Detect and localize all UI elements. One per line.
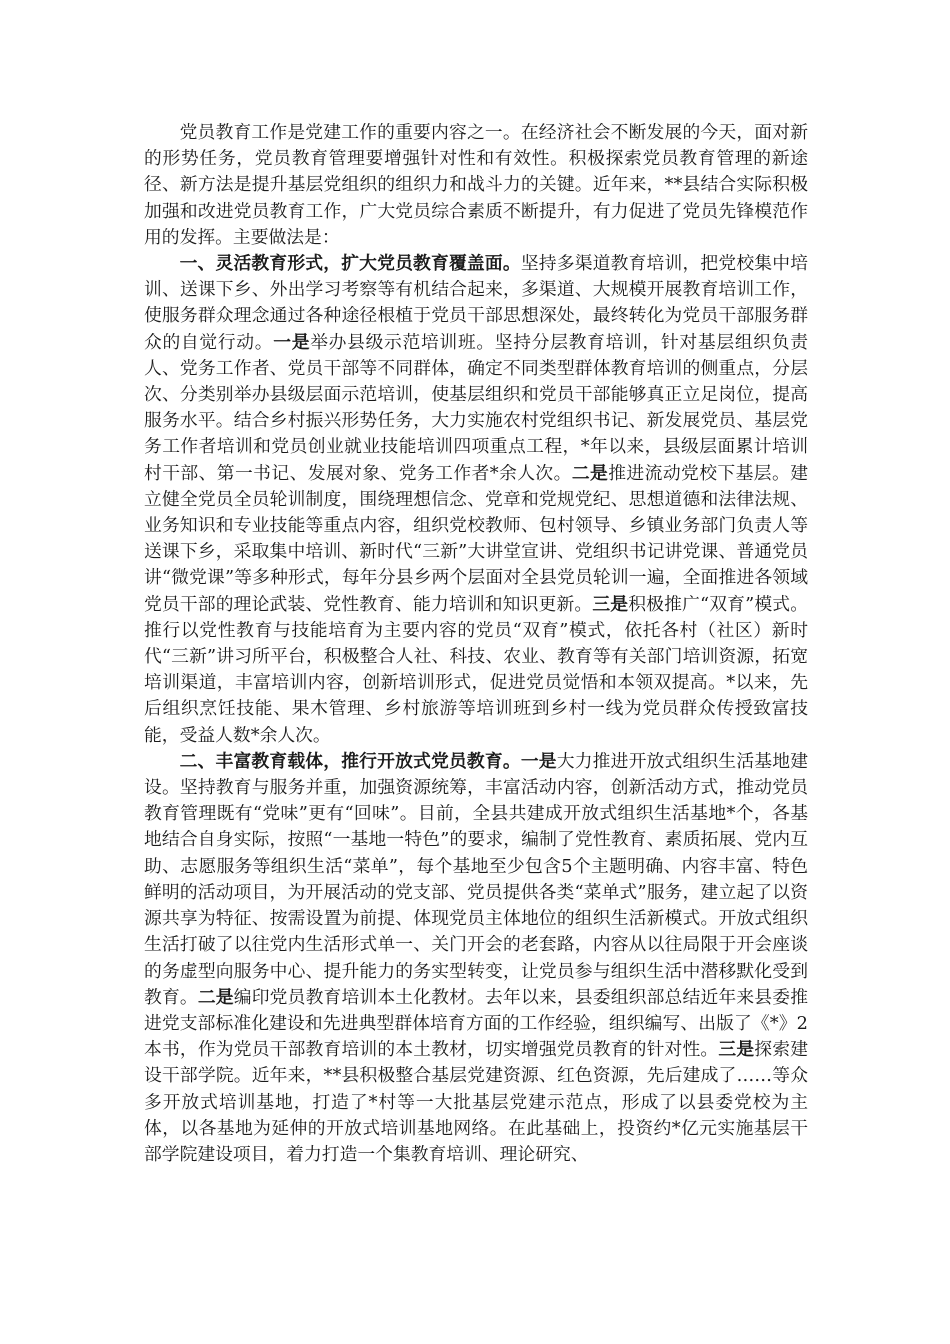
section-1-label-3: 三是 <box>592 593 629 615</box>
section-1-label-1: 一是 <box>273 331 311 353</box>
section-1-text: 坚持多渠道教育培训，把党校集中培训、送课下乡、外出学习考察等有机结合起来，多渠道、大规模开展教育培训工作，使服务群众理念通过各种途径根植于党员干部思想深处，最终转化为党员干部服务群众的自觉行动。 <box>144 253 808 353</box>
section-1-heading: 一、灵活教育形式，扩大党员教育覆盖面。 <box>179 253 521 275</box>
section-2-label-1: 一是 <box>520 750 557 772</box>
section-2-heading: 二、丰富教育载体，推行开放式党员教育。 <box>179 750 521 772</box>
section-1-paragraph <box>144 251 808 749</box>
section-1-label-2: 二是 <box>571 462 609 484</box>
section-1-point-1: 举办县级示范培训班。坚持分层教育培训，针对基层组织负责人、党务工作者、党员干部等不同群体，确定不同类型群体教育培训的侧重点，分层次、分类别举办县级层面示范培训，使基层组织和党员干部能够真正立足岗位，提高服务水平。结合乡村振兴形势任务，大力实施农村党组织书记、新发展党员、基层党务工作者培训和党员创业就业技能培训四项重点工程，*年以来，县级层面累计培训村干部、第一书记、发展对象、党务工作者*余人次。 <box>144 331 808 484</box>
section-2-label-2: 二是 <box>197 986 234 1008</box>
section-2-paragraph <box>144 749 808 1168</box>
section-2-point-1: 大力推进开放式组织生活基地建设。坚持教育与服务并重，加强资源统筹，丰富活动内容，创新活动方式，推动党员教育管理既有“党味”更有“回味”。目前，全县共建成开放式组织生活基地*个，各基地结合自身实际，按照“一基地一特色”的要求，编制了党性教育、素质拓展、党内互助、志愿服务等组织生活“菜单”，每个基地至少包含5个主题明确、内容丰富、特色鲜明的活动项目，为开展活动的党支部、党员提供各类“菜单式”服务，建立起了以资源共享为特征、按需设置为前提、体现党员主体地位的组织生活新模式。开放式组织生活打破了以往党内生活形式单一、关门开会的老套路，内容从以往局限于开会座谈的务虚型向服务中心、提升能力的务实型转变，让党员参与组织生活中潜移默化受到教育。 <box>144 750 808 1008</box>
section-1-point-2: 推进流动党校下基层。建立健全党员全员轮训制度，围绕理想信念、党章和党规党纪、思想道德和法律法规、业务知识和专业技能等重点内容，组织党校教师、包村领导、乡镇业务部门负责人等送课下乡，采取集中培训、新时代“三新”大讲堂宣讲、党组织书记讲党课、普通党员讲“微党课”等多种形式，每年分县乡两个层面对全县党员轮训一遍，全面推进各领域党员干部的理论武装、党性教育、能力培训和知识更新。 <box>144 462 808 615</box>
section-2-point-2: 编印党员教育培训本土化教材。去年以来，县委组织部总结近年来县委推进党支部标准化建设和先进典型群体培育方面的工作经验，组织编写、出版了《*》2本书，作为党员干部教育培训的本土教材，切实增强党员教育的针对性。 <box>144 986 808 1061</box>
section-1-point-3: 积极推广“双育”模式。推行以党性教育与技能培育为主要内容的党员“双育”模式，依托各村（社区）新时代“三新”讲习所平台，积极整合人社、科技、农业、教育等有关部门培训资源，拓宽培训渠道，丰富培训内容，创新培训形式，促进党员觉悟和本领双提高。*以来，先后组织烹饪技能、果木管理、乡村旅游等培训班到乡村一线为党员群众传授致富技能，受益人数*余人次。 <box>144 593 808 746</box>
section-2-label-3: 三是 <box>718 1039 755 1061</box>
document-body <box>144 120 808 1168</box>
intro-text: 党员教育工作是党建工作的重要内容之一。在经济社会不断发展的今天，面对新的形势任务，党员教育管理要增强针对性和有效性。积极探索党员教育管理的新途径、新方法是提升基层党组织的组织力和战斗力的关键。近年来，**县结合实际积极加强和改进党员教育工作，广大党员综合素质不断提升，有力促进了党员先锋模范作用的发挥。主要做法是： <box>144 122 808 248</box>
section-2-point-3: 探索建设干部学院。近年来，**县积极整合基层党建资源、红色资源，先后建成了……等众多开放式培训基地，打造了*村等一大批基层党建示范点，形成了以县委党校为主体，以各基地为延伸的开放式培训基地网络。在此基础上，投资约*亿元实施基层干部学院建设项目，着力打造一个集教育培训、理论研究、 <box>144 1039 808 1165</box>
intro-paragraph <box>144 120 808 251</box>
